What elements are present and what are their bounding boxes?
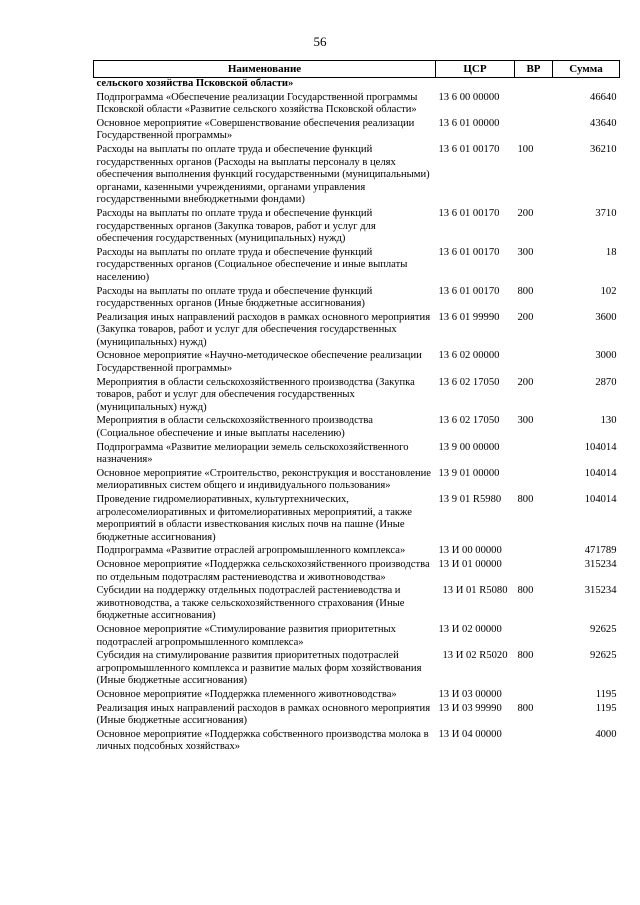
- table-row: [94, 247, 620, 286]
- row-sum: 43640: [590, 117, 617, 129]
- row-vr: 800: [517, 650, 534, 662]
- row-csr: 13 6 01 99990: [438, 311, 500, 323]
- row-name: Расходы на выплаты по оплате труда и обеспечение функций государственных органов (Социальное обеспечение и иные выплаты населению): [96, 246, 408, 283]
- budget-table: [93, 60, 620, 755]
- table-row: [94, 494, 620, 545]
- row-sum: 4000: [595, 728, 617, 740]
- header-csr: ЦСР: [436, 61, 515, 78]
- row-sum: 92625: [590, 650, 617, 662]
- row-sum: 104014: [584, 467, 617, 479]
- table-header-row: [94, 61, 620, 78]
- row-csr: 13 9 01 00000: [438, 467, 500, 479]
- table-row: [94, 624, 620, 650]
- row-sum: 36210: [590, 143, 617, 155]
- row-vr: [515, 78, 553, 92]
- row-sum: 1195: [595, 688, 617, 700]
- header-name: Наименование: [94, 61, 436, 78]
- header-vr: ВР: [515, 61, 553, 78]
- row-csr: 13 И 03 00000: [438, 688, 502, 700]
- row-vr: 800: [517, 494, 534, 505]
- row-name: Субсидия на стимулирование развития приоритетных подотраслей агропромышленного комплекса и развитие малых форм хозяйствования (Иные бюджетные ассигнования): [96, 650, 422, 687]
- row-sum: 18: [605, 246, 617, 258]
- row-vr: 200: [517, 207, 534, 219]
- row-vr: [515, 468, 553, 494]
- table-row: [94, 78, 620, 92]
- row-csr: 13 И 02 R5020: [442, 650, 508, 662]
- row-name: Проведение гидромелиоративных, культуртехнических, агролесомелиоративных и фитомелиоративных мероприятий, а также мероприятий в области известкования кислых почв на пашне (Иные бюджетные ассигнования): [96, 494, 412, 543]
- row-csr: 13 6 02 00000: [438, 350, 500, 362]
- table-row: [94, 729, 620, 755]
- row-vr: 800: [517, 702, 534, 714]
- table-row: [94, 545, 620, 559]
- row-csr: 13 6 00 00000: [438, 91, 500, 103]
- table-row: [94, 650, 620, 689]
- row-vr: 300: [517, 246, 534, 258]
- row-vr: [515, 689, 553, 703]
- row-vr: [515, 118, 553, 144]
- table-row: [94, 559, 620, 585]
- row-name: Подпрограмма «Развитие отраслей агропромышленного комплекса»: [96, 545, 406, 557]
- table-row: [94, 118, 620, 144]
- row-vr: [515, 729, 553, 755]
- table-row: [94, 350, 620, 376]
- row-sum: 1195: [595, 702, 617, 714]
- row-name: Основное мероприятие «Научно-методическое обеспечение реализации Государственной программы»: [96, 350, 422, 375]
- row-name: Мероприятия в области сельскохозяйственного производства (Социальное обеспечение и иные выплаты населению): [96, 415, 373, 440]
- table-row: [94, 312, 620, 351]
- row-sum: 3600: [595, 311, 617, 323]
- row-name: Основное мероприятие «Стимулирование развития приоритетных подотраслей агропромышленного комплекса»: [96, 623, 396, 648]
- row-sum: 46640: [590, 91, 617, 103]
- row-csr: [436, 78, 515, 92]
- row-csr: 13 И 01 R5080: [442, 585, 508, 597]
- row-sum: 104014: [584, 494, 617, 505]
- header-sum: Сумма: [553, 61, 620, 78]
- table-row: [94, 377, 620, 416]
- row-sum: 92625: [590, 623, 617, 635]
- table-row: [94, 144, 620, 208]
- table-row: [94, 415, 620, 441]
- row-csr: 13 6 02 17050: [438, 376, 500, 388]
- row-csr: 13 И 00 00000: [438, 545, 502, 557]
- row-csr: 13 6 01 00170: [438, 285, 500, 297]
- row-name: сельского хозяйства Псковской области»: [96, 78, 294, 89]
- row-sum: 315234: [584, 558, 617, 570]
- row-vr: [515, 350, 553, 376]
- row-csr: 13 И 03 99990: [438, 702, 502, 714]
- row-csr: 13 9 00 00000: [438, 441, 500, 453]
- row-name: Субсидии на поддержку отдельных подотраслей растениеводства и животноводства, а также сельскохозяйственного страхования (Иные бюджетные ассигнования): [96, 585, 405, 622]
- row-name: Подпрограмма «Развитие мелиорации земель сельскохозяйственного назначения»: [96, 441, 409, 466]
- row-sum: 130: [600, 415, 617, 427]
- table-row: [94, 468, 620, 494]
- row-name: Реализация иных направлений расходов в рамках основного мероприятия (Закупка товаров, работ и услуг для обеспечения государственных (муниципальных) нужд): [96, 311, 431, 348]
- table-row: [94, 442, 620, 468]
- row-name: Основное мероприятие «Поддержка собственного производства молока в личных подсобных хозяйствах»: [96, 728, 429, 753]
- table-body: [94, 78, 620, 755]
- row-vr: [515, 545, 553, 559]
- row-csr: 13 6 01 00170: [438, 246, 500, 258]
- row-csr: 13 И 01 00000: [438, 558, 502, 570]
- row-name: Подпрограмма «Обеспечение реализации Государственной программы Псковской области «Развитие сельского хозяйства Псковской области»: [96, 91, 418, 116]
- row-name: Мероприятия в области сельскохозяйственного производства (Закупка товаров, работ и услуг для обеспечения государственных (муниципальных) нужд): [96, 376, 415, 413]
- table-row: [94, 208, 620, 247]
- row-vr: 800: [517, 585, 534, 597]
- row-csr: 13 И 02 00000: [438, 623, 502, 635]
- row-vr: [515, 442, 553, 468]
- row-csr: 13 6 01 00170: [438, 143, 500, 155]
- row-name: Расходы на выплаты по оплате труда и обеспечение функций государственных органов (Иные бюджетные ассигнования): [96, 285, 373, 310]
- row-name: Основное мероприятие «Строительство, реконструкция и восстановление мелиоративных систем общего и индивидуального пользования»: [96, 467, 431, 492]
- row-vr: 300: [517, 415, 534, 427]
- row-vr: 200: [517, 311, 534, 323]
- row-sum: 315234: [584, 585, 617, 597]
- row-sum: [553, 78, 620, 92]
- row-vr: [515, 92, 553, 118]
- table-row: [94, 703, 620, 729]
- row-vr: 100: [517, 143, 534, 155]
- row-vr: [515, 624, 553, 650]
- row-name: Основное мероприятие «Совершенствование обеспечения реализации Государственной программы»: [96, 117, 415, 142]
- row-vr: 200: [517, 376, 534, 388]
- table-row: [94, 689, 620, 703]
- row-sum: 2870: [595, 376, 617, 388]
- page-number: 56: [313, 34, 327, 49]
- row-vr: 800: [517, 285, 534, 297]
- row-vr: [515, 559, 553, 585]
- row-name: Расходы на выплаты по оплате труда и обеспечение функций государственных органов (Расходы на выплаты персоналу в целях обеспечения выполнения функций государственными (муниципальными) органами, казенными учреждениями, органами управления государственными внебюджетными фондами): [96, 143, 430, 206]
- row-sum: 471789: [584, 545, 617, 557]
- row-name: Основное мероприятие «Поддержка племенного животноводства»: [96, 688, 397, 700]
- row-sum: 102: [600, 285, 617, 297]
- row-sum: 104014: [584, 441, 617, 453]
- row-csr: 13 9 01 R5980: [438, 494, 502, 505]
- table-row: [94, 92, 620, 118]
- row-sum: 3710: [595, 207, 617, 219]
- table-row: [94, 585, 620, 624]
- row-csr: 13 6 01 00000: [438, 117, 500, 129]
- row-csr: 13 6 01 00170: [438, 207, 500, 219]
- row-csr: 13 И 04 00000: [438, 728, 502, 740]
- row-name: Основное мероприятие «Поддержка сельскохозяйственного производства по отдельным подотраслям растениеводства и животноводства»: [96, 558, 430, 583]
- row-csr: 13 6 02 17050: [438, 415, 500, 427]
- row-name: Расходы на выплаты по оплате труда и обеспечение функций государственных органов (Закупка товаров, работ и услуг для обеспечения государственных (муниципальных) нужд): [96, 207, 376, 245]
- row-name: Реализация иных направлений расходов в рамках основного мероприятия (Иные бюджетные ассигнования): [96, 702, 431, 727]
- row-sum: 3000: [595, 350, 617, 362]
- table-row: [94, 286, 620, 312]
